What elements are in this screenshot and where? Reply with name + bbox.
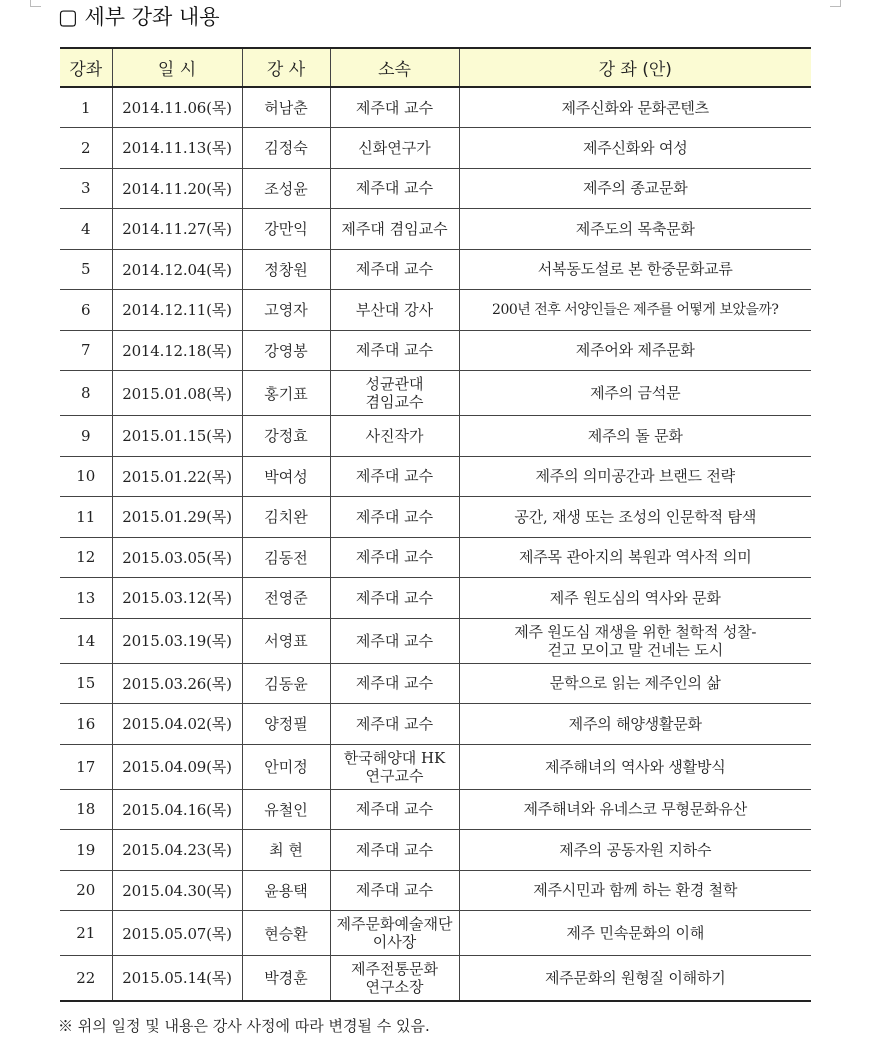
lecture-number: 11 bbox=[60, 497, 112, 538]
header-affiliation: 소속 bbox=[330, 48, 459, 87]
lecture-title: 제주문화의 원형질 이해하기 bbox=[459, 956, 811, 1001]
lecture-number: 4 bbox=[60, 209, 112, 250]
lecturer-affiliation: 제주대 교수 bbox=[330, 830, 459, 871]
lecture-title: 제주어와 제주문화 bbox=[459, 330, 811, 371]
lecture-date: 2014.11.20(목) bbox=[112, 168, 242, 209]
lecturer-affiliation: 제주대 교수 bbox=[330, 168, 459, 209]
table-row bbox=[60, 870, 811, 911]
lecture-date: 2014.11.06(목) bbox=[112, 87, 242, 128]
lecturer-affiliation: 제주대 교수 bbox=[330, 704, 459, 745]
lecture-date: 2015.01.22(목) bbox=[112, 456, 242, 497]
lecture-number: 13 bbox=[60, 578, 112, 619]
lecture-schedule-table bbox=[60, 47, 811, 1002]
lecturer-name: 김치완 bbox=[242, 497, 330, 538]
lecture-title: 200년 전후 서양인들은 제주를 어떻게 보았을까? bbox=[459, 290, 811, 331]
header-lecture-no: 강좌 bbox=[60, 48, 112, 87]
lecture-date: 2015.05.14(목) bbox=[112, 956, 242, 1001]
footnote: ※ 위의 일정 및 내용은 강사 사정에 따라 변경될 수 있음. bbox=[58, 1017, 430, 1035]
lecturer-name: 최 현 bbox=[242, 830, 330, 871]
lecture-date: 2015.03.26(목) bbox=[112, 663, 242, 704]
table-row bbox=[60, 168, 811, 209]
lecturer-affiliation: 제주대 겸임교수 bbox=[330, 209, 459, 250]
lecture-number: 14 bbox=[60, 618, 112, 663]
lecturer-affiliation: 제주전통문화 연구소장 bbox=[330, 956, 459, 1001]
lecture-number: 17 bbox=[60, 744, 112, 789]
lecture-date: 2015.01.15(목) bbox=[112, 416, 242, 457]
table-row bbox=[60, 618, 811, 663]
lecture-number: 12 bbox=[60, 537, 112, 578]
lecture-title: 제주신화와 문화콘텐츠 bbox=[459, 87, 811, 128]
table-row bbox=[60, 789, 811, 830]
lecture-date: 2015.04.16(목) bbox=[112, 789, 242, 830]
lecturer-name: 김동전 bbox=[242, 537, 330, 578]
lecture-title: 제주해녀와 유네스코 무형문화유산 bbox=[459, 789, 811, 830]
lecturer-affiliation: 제주문화예술재단 이사장 bbox=[330, 911, 459, 956]
lecture-title: 제주의 공동자원 지하수 bbox=[459, 830, 811, 871]
page-corner-mark-right bbox=[830, 0, 841, 7]
lecturer-name: 양정필 bbox=[242, 704, 330, 745]
table-row bbox=[60, 209, 811, 250]
lecture-date: 2015.04.30(목) bbox=[112, 870, 242, 911]
table-row bbox=[60, 290, 811, 331]
lecture-date: 2014.12.04(목) bbox=[112, 249, 242, 290]
lecture-number: 1 bbox=[60, 87, 112, 128]
lecturer-name: 안미정 bbox=[242, 744, 330, 789]
header-lecture-title: 강 좌 (안) bbox=[459, 48, 811, 87]
lecture-number: 3 bbox=[60, 168, 112, 209]
lecture-title: 제주도의 목축문화 bbox=[459, 209, 811, 250]
lecture-number: 19 bbox=[60, 830, 112, 871]
table-row bbox=[60, 830, 811, 871]
table-row bbox=[60, 371, 811, 416]
lecture-title: 제주목 관아지의 복원과 역사적 의미 bbox=[459, 537, 811, 578]
lecturer-name: 윤용택 bbox=[242, 870, 330, 911]
table-row bbox=[60, 704, 811, 745]
lecture-number: 2 bbox=[60, 128, 112, 169]
lecture-number: 20 bbox=[60, 870, 112, 911]
lecture-title: 제주해녀의 역사와 생활방식 bbox=[459, 744, 811, 789]
lecture-number: 10 bbox=[60, 456, 112, 497]
lecture-title: 문학으로 읽는 제주인의 삶 bbox=[459, 663, 811, 704]
lecturer-name: 강영봉 bbox=[242, 330, 330, 371]
lecture-date: 2015.01.08(목) bbox=[112, 371, 242, 416]
header-date: 일 시 bbox=[112, 48, 242, 87]
lecture-title: 제주 원도심 재생을 위한 철학적 성찰- 걷고 모이고 말 건네는 도시 bbox=[459, 618, 811, 663]
lecture-number: 8 bbox=[60, 371, 112, 416]
lecture-date: 2014.12.18(목) bbox=[112, 330, 242, 371]
lecturer-affiliation: 사진작가 bbox=[330, 416, 459, 457]
lecturer-name: 고영자 bbox=[242, 290, 330, 331]
lecturer-name: 홍기표 bbox=[242, 371, 330, 416]
lecturer-affiliation: 제주대 교수 bbox=[330, 789, 459, 830]
lecturer-name: 전영준 bbox=[242, 578, 330, 619]
lecture-date: 2015.03.12(목) bbox=[112, 578, 242, 619]
lecture-title: 서복동도설로 본 한중문화교류 bbox=[459, 249, 811, 290]
lecture-number: 22 bbox=[60, 956, 112, 1001]
table-row bbox=[60, 128, 811, 169]
table-row bbox=[60, 956, 811, 1001]
lecturer-name: 김동윤 bbox=[242, 663, 330, 704]
header-lecturer: 강 사 bbox=[242, 48, 330, 87]
lecturer-affiliation: 제주대 교수 bbox=[330, 87, 459, 128]
lecturer-affiliation: 제주대 교수 bbox=[330, 330, 459, 371]
lecturer-name: 김정숙 bbox=[242, 128, 330, 169]
lecture-number: 18 bbox=[60, 789, 112, 830]
lecture-title: 제주의 의미공간과 브랜드 전략 bbox=[459, 456, 811, 497]
lecture-date: 2015.03.19(목) bbox=[112, 618, 242, 663]
lecturer-affiliation: 제주대 교수 bbox=[330, 618, 459, 663]
lecture-title: 제주시민과 함께 하는 환경 철학 bbox=[459, 870, 811, 911]
lecturer-affiliation: 제주대 교수 bbox=[330, 578, 459, 619]
lecturer-affiliation: 부산대 강사 bbox=[330, 290, 459, 331]
lecturer-name: 강만익 bbox=[242, 209, 330, 250]
lecture-date: 2015.03.05(목) bbox=[112, 537, 242, 578]
lecturer-affiliation: 제주대 교수 bbox=[330, 870, 459, 911]
table-row bbox=[60, 911, 811, 956]
lecturer-affiliation: 신화연구가 bbox=[330, 128, 459, 169]
table-row bbox=[60, 416, 811, 457]
table-row bbox=[60, 744, 811, 789]
table-row bbox=[60, 87, 811, 128]
lecture-title: 제주 원도심의 역사와 문화 bbox=[459, 578, 811, 619]
table-row bbox=[60, 578, 811, 619]
lecturer-name: 허남춘 bbox=[242, 87, 330, 128]
lecturer-affiliation: 한국해양대 HK 연구교수 bbox=[330, 744, 459, 789]
lecturer-name: 박여성 bbox=[242, 456, 330, 497]
lecturer-name: 조성윤 bbox=[242, 168, 330, 209]
lecture-date: 2015.04.09(목) bbox=[112, 744, 242, 789]
table-row bbox=[60, 663, 811, 704]
lecture-date: 2014.11.13(목) bbox=[112, 128, 242, 169]
lecture-title: 제주 민속문화의 이해 bbox=[459, 911, 811, 956]
lecturer-name: 서영표 bbox=[242, 618, 330, 663]
lecture-number: 16 bbox=[60, 704, 112, 745]
page-corner-mark-left bbox=[30, 0, 41, 7]
table-row bbox=[60, 537, 811, 578]
lecturer-affiliation: 제주대 교수 bbox=[330, 456, 459, 497]
section-heading: ▢ 세부 강좌 내용 bbox=[58, 5, 220, 29]
lecture-title: 제주의 금석문 bbox=[459, 371, 811, 416]
lecturer-affiliation: 제주대 교수 bbox=[330, 249, 459, 290]
table-row bbox=[60, 497, 811, 538]
lecture-title: 제주의 종교문화 bbox=[459, 168, 811, 209]
lecturer-name: 유철인 bbox=[242, 789, 330, 830]
lecturer-name: 정창원 bbox=[242, 249, 330, 290]
lecturer-affiliation: 제주대 교수 bbox=[330, 497, 459, 538]
lecture-title: 공간, 재생 또는 조성의 인문학적 탐색 bbox=[459, 497, 811, 538]
lecturer-name: 현승환 bbox=[242, 911, 330, 956]
lecturer-name: 박경훈 bbox=[242, 956, 330, 1001]
lecture-title: 제주신화와 여성 bbox=[459, 128, 811, 169]
lecture-number: 7 bbox=[60, 330, 112, 371]
lecture-date: 2014.12.11(목) bbox=[112, 290, 242, 331]
lecturer-affiliation: 성균관대 겸임교수 bbox=[330, 371, 459, 416]
lecture-title: 제주의 해양생활문화 bbox=[459, 704, 811, 745]
lecture-date: 2015.01.29(목) bbox=[112, 497, 242, 538]
table-row bbox=[60, 330, 811, 371]
lecture-number: 15 bbox=[60, 663, 112, 704]
lecture-date: 2015.04.23(목) bbox=[112, 830, 242, 871]
lecture-date: 2015.05.07(목) bbox=[112, 911, 242, 956]
table-row bbox=[60, 249, 811, 290]
lecture-number: 5 bbox=[60, 249, 112, 290]
table-header-row bbox=[60, 48, 811, 87]
lecturer-affiliation: 제주대 교수 bbox=[330, 537, 459, 578]
table-row bbox=[60, 456, 811, 497]
lecture-number: 6 bbox=[60, 290, 112, 331]
lecturer-name: 강정효 bbox=[242, 416, 330, 457]
lecture-number: 21 bbox=[60, 911, 112, 956]
lecture-number: 9 bbox=[60, 416, 112, 457]
lecturer-affiliation: 제주대 교수 bbox=[330, 663, 459, 704]
lecture-date: 2014.11.27(목) bbox=[112, 209, 242, 250]
lecture-date: 2015.04.02(목) bbox=[112, 704, 242, 745]
lecture-title: 제주의 돌 문화 bbox=[459, 416, 811, 457]
table-body bbox=[60, 87, 811, 1001]
